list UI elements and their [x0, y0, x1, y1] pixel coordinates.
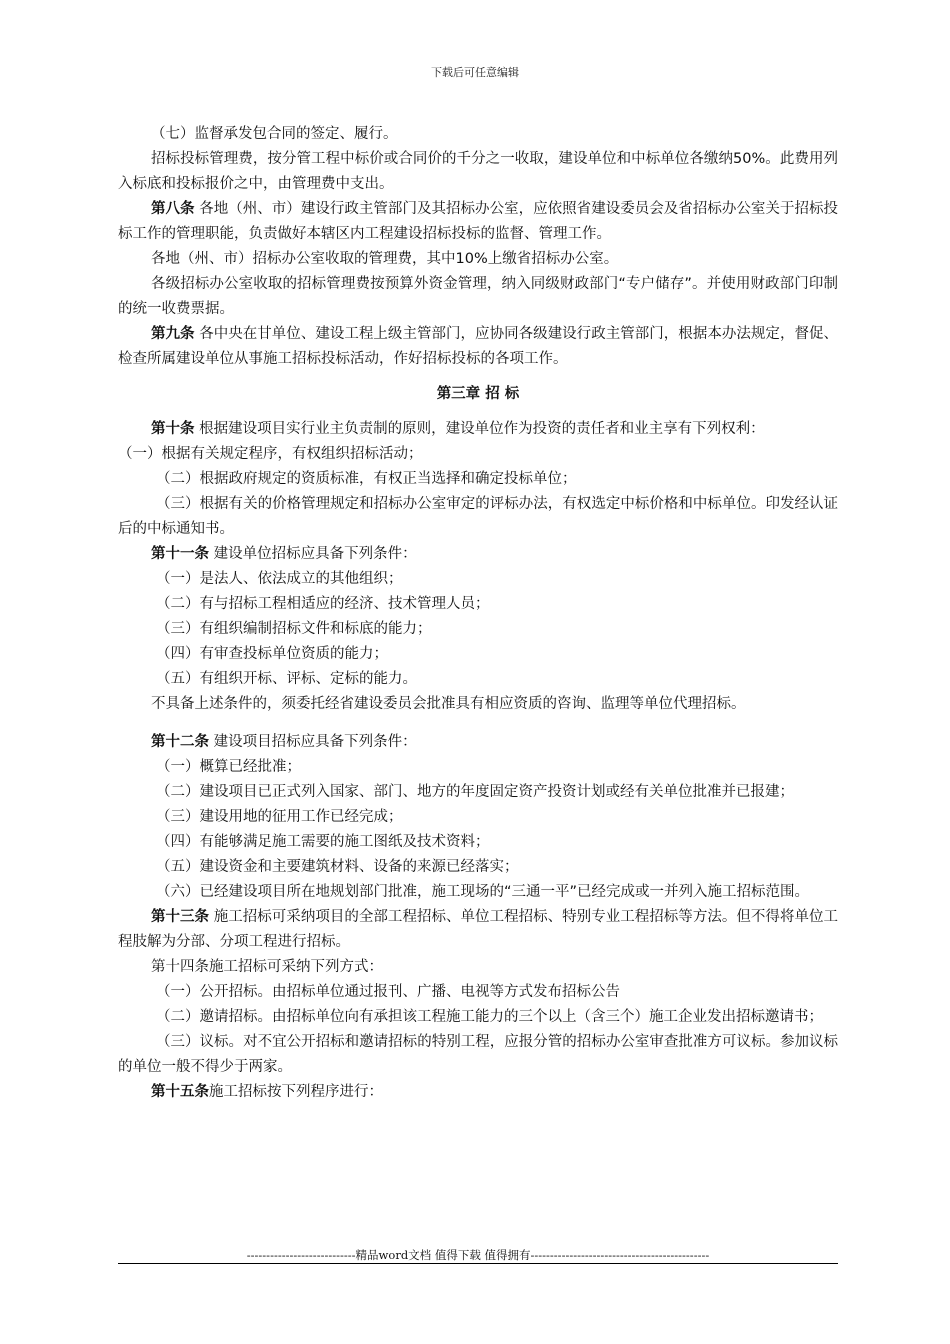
- article-title: 第九条: [151, 326, 195, 342]
- spacer: [118, 717, 838, 730]
- list-item: （一）根据有关规定程序，有权组织招标活动；: [118, 446, 423, 462]
- article-text: 各中央在甘单位、建设工程上级主管部门，应协同各级建设行政主管部门，根据本办法规定，督促、检查所属建设单位从事施工招标投标活动，作好招标投标的各项工作。: [118, 326, 839, 367]
- article-text: 建设项目招标应具备下列条件：: [209, 734, 417, 750]
- paragraph: 各地（州、市）招标办公室收取的管理费，其中10%上缴省招标办公室。: [151, 251, 619, 267]
- article-title: 第十五条: [151, 1084, 209, 1100]
- article-11: [118, 542, 838, 567]
- article-text: 施工招标按下列程序进行：: [209, 1084, 383, 1100]
- page-header: 下载后可任意编辑: [431, 66, 519, 79]
- article-text: 建设单位招标应具备下列条件：: [209, 546, 417, 562]
- list-item: （一）概算已经批准；: [156, 759, 301, 775]
- paragraph: 不具备上述条件的，须委托经省建设委员会批准具有相应资质的咨询、监理等单位代理招标。: [151, 696, 746, 712]
- article-text: 施工招标可采纳项目的全部工程招标、单位工程招标、特别专业工程招标等方法。但不得将单位工程肢解为分部、分项工程进行招标。: [118, 909, 838, 950]
- list-item: （二）邀请招标。由招标单位向有承担该工程施工能力的三个以上（含三个）施工企业发出招标邀请书；: [156, 1009, 823, 1025]
- list-item: （一）是法人、依法成立的其他组织；: [156, 571, 403, 587]
- page-footer: ----------------------------精品word文档 值得下载 值得拥有----------------------------------------------: [246, 1248, 710, 1262]
- list-item: （二）建设项目已正式列入国家、部门、地方的年度固定资产投资计划或经有关单位批准并已报建；: [156, 784, 794, 800]
- list-item: （二）有与招标工程相适应的经济、技术管理人员；: [156, 596, 490, 612]
- footer-divider: [118, 1263, 838, 1264]
- paragraph: （七）监督承发包合同的签定、履行。: [151, 126, 398, 142]
- list-item: （六）已经建设项目所在地规划部门批准，施工现场的“三通一平”已经完成或一并列入施工招标范围。: [156, 884, 810, 900]
- article-9: [118, 322, 838, 372]
- list-item: （三）议标。对不宜公开招标和邀请招标的特别工程，应报分管的招标办公室审查批准方可议标。参加议标的单位一般不得少于两家。: [118, 1034, 838, 1075]
- article-13: [118, 905, 838, 955]
- list-item: （四）有能够满足施工需要的施工图纸及技术资料；: [156, 834, 490, 850]
- list-item: （三）有组织编制招标文件和标底的能力；: [156, 621, 432, 637]
- article-title: 第十条: [151, 421, 195, 437]
- list-item: （四）有审查投标单位资质的能力；: [156, 646, 388, 662]
- article-text: 根据建设项目实行业主负责制的原则，建设单位作为投资的责任者和业主享有下列权利：: [194, 421, 765, 437]
- article-15: [118, 1080, 838, 1105]
- paragraph: 各级招标办公室收取的招标管理费按预算外资金管理，纳入同级财政部门“专户储存”。并使用财政部门印制的统一收费票据。: [118, 276, 838, 317]
- chapter-heading: 第三章 招 标: [436, 386, 520, 402]
- article-title: 第十三条: [151, 909, 210, 925]
- list-item: （二）根据政府规定的资质标准，有权正当选择和确定投标单位；: [156, 471, 577, 487]
- paragraph: 第十四条施工招标可采纳下列方式：: [151, 959, 383, 975]
- list-item: （五）建设资金和主要建筑材料、设备的来源已经落实；: [156, 859, 519, 875]
- list-item: （三）根据有关的价格管理规定和招标办公室审定的评标办法，有权选定中标价格和中标单位。印发经认证后的中标通知书。: [118, 496, 838, 537]
- document-body: [118, 122, 838, 1105]
- article-12: [118, 730, 838, 755]
- article-text: 各地（州、市）建设行政主管部门及其招标办公室，应依照省建设委员会及省招标办公室关于招标投标工作的管理职能，负责做好本辖区内工程建设招标投标的监督、管理工作。: [118, 201, 839, 242]
- article-title: 第八条: [151, 201, 195, 217]
- paragraph: 招标投标管理费，按分管工程中标价或合同价的千分之一收取，建设单位和中标单位各缴纳50%。此费用列入标底和投标报价之中，由管理费中支出。: [118, 151, 838, 192]
- list-item: （五）有组织开标、评标、定标的能力。: [156, 671, 417, 687]
- article-title: 第十一条: [151, 546, 209, 562]
- list-item: （一）公开招标。由招标单位通过报刊、广播、电视等方式发布招标公告: [156, 984, 620, 1000]
- article-8: [118, 197, 838, 247]
- article-10: [118, 417, 838, 442]
- article-title: 第十二条: [151, 734, 209, 750]
- list-item: （三）建设用地的征用工作已经完成；: [156, 809, 403, 825]
